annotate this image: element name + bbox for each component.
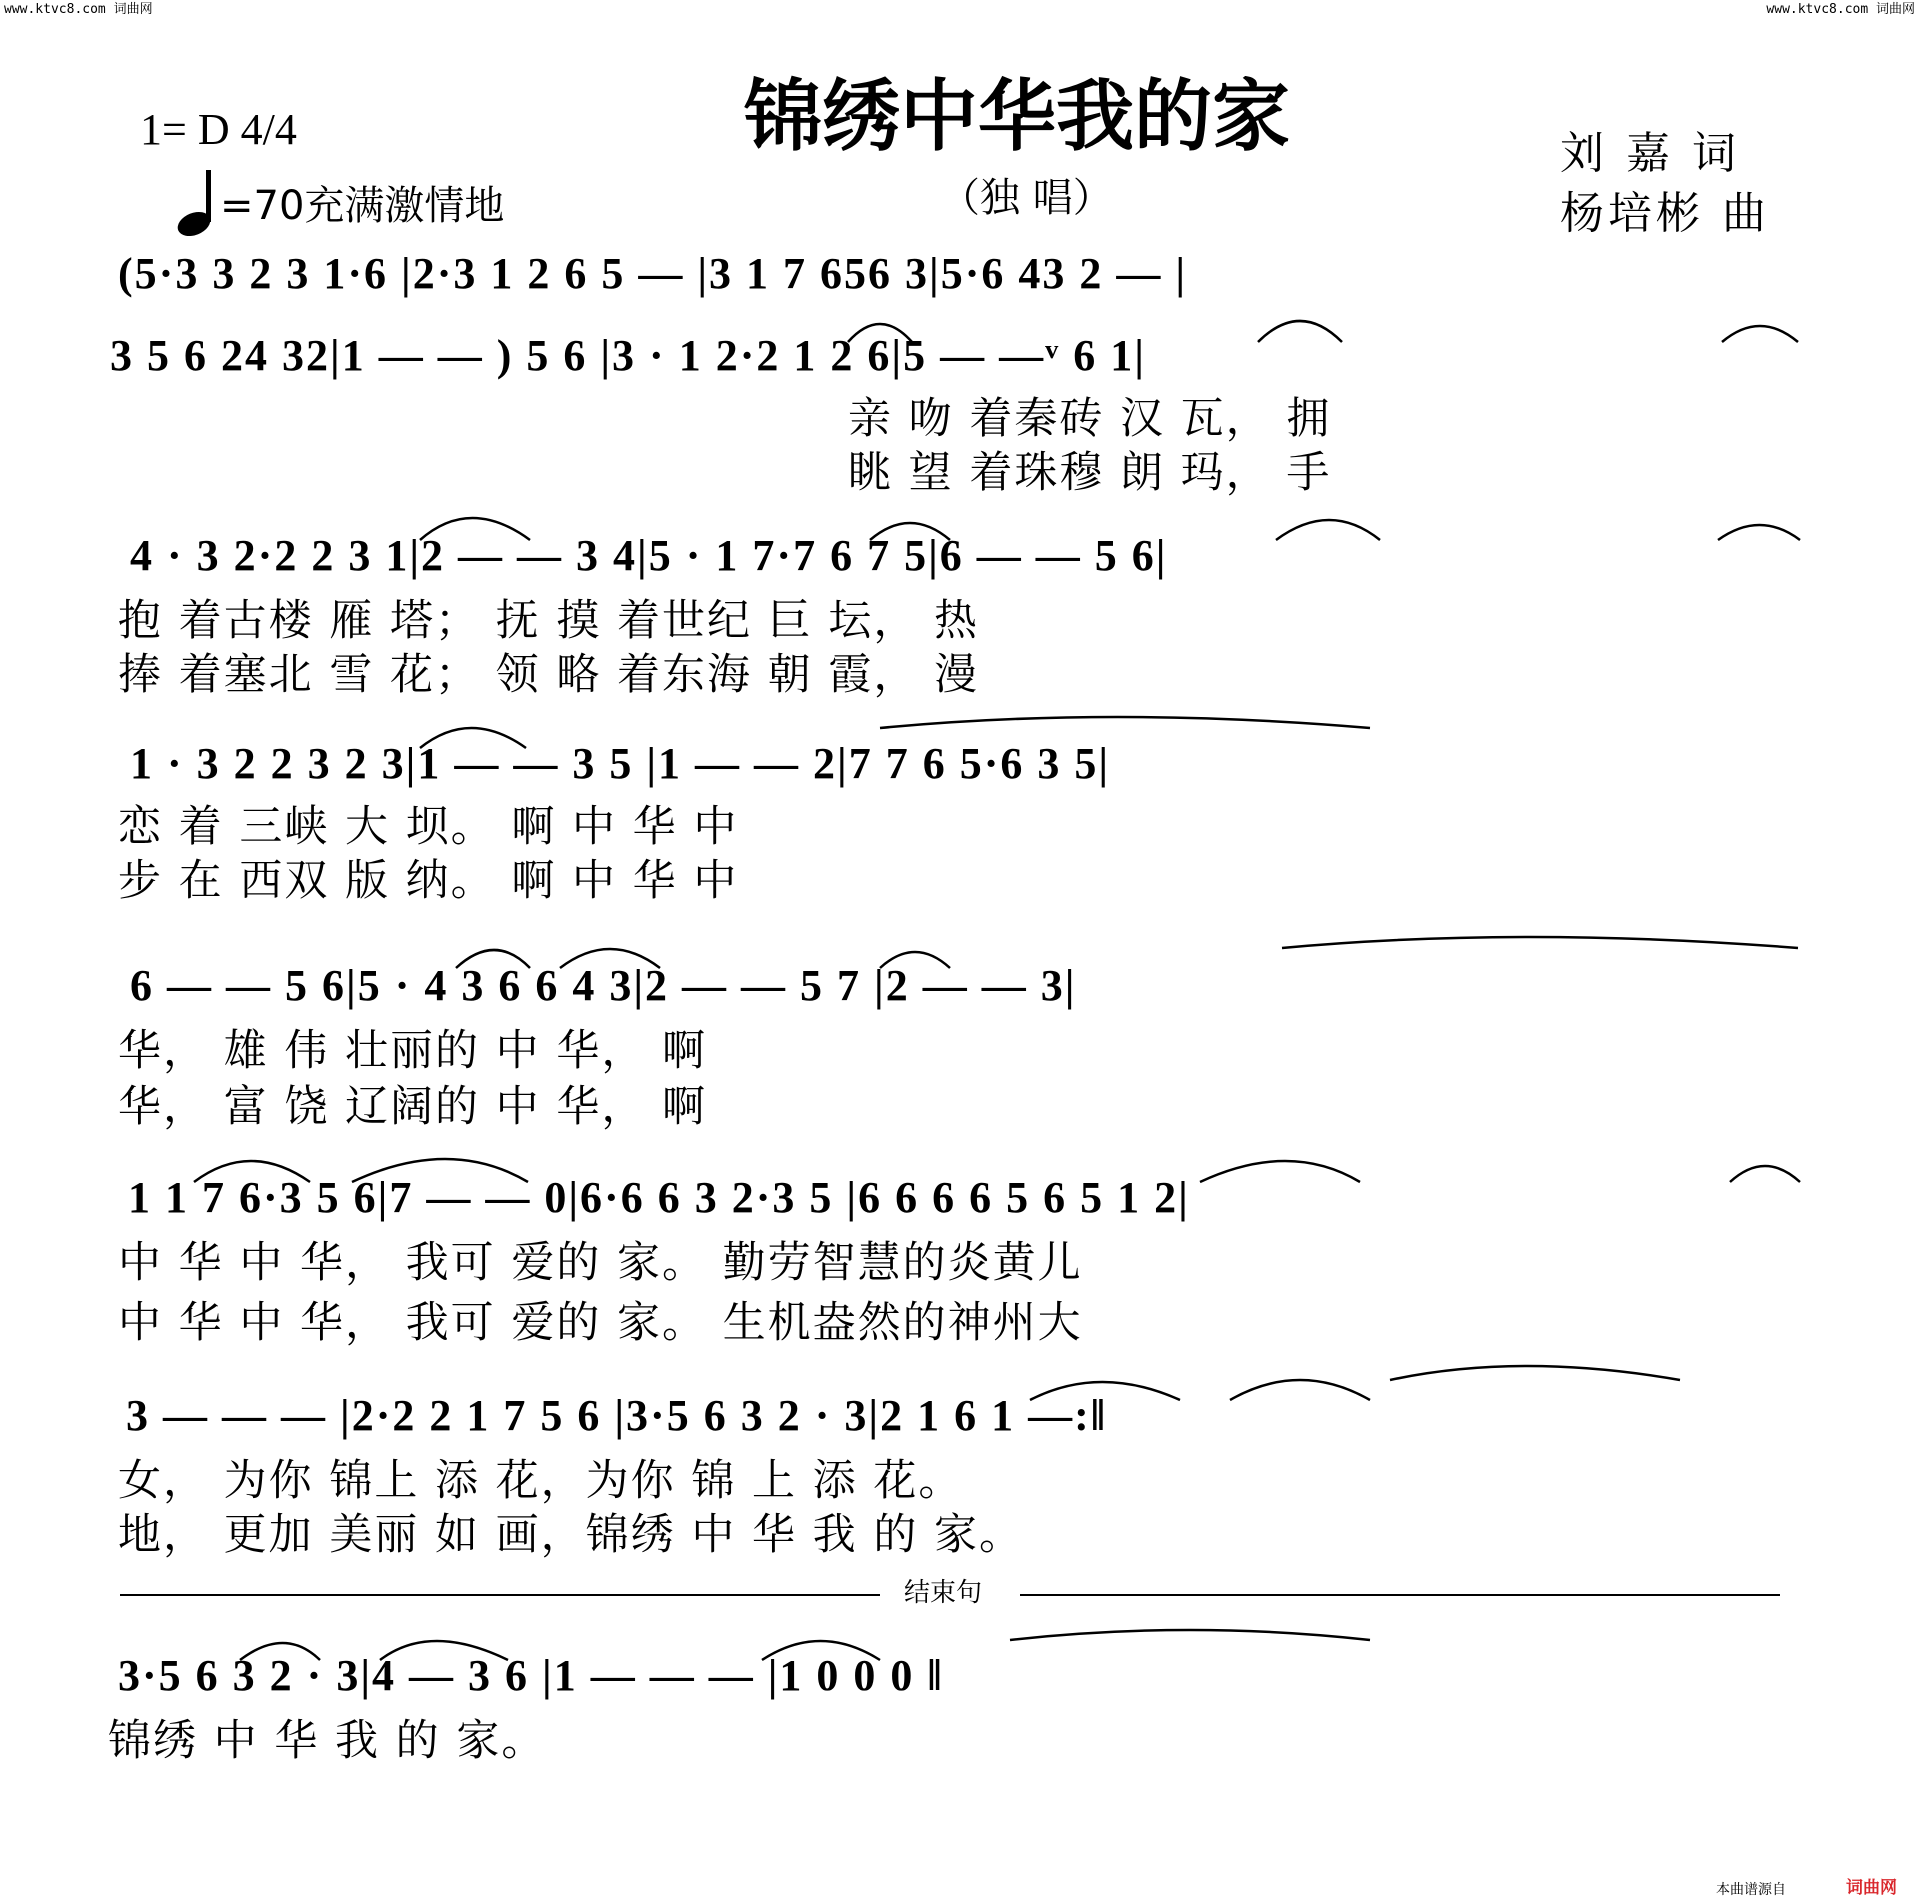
lyrics-row-2-verse-1: 亲 吻 着秦砖 汉 瓦， 拥 xyxy=(848,394,1332,444)
score-row-2: 3 5 6 24 32|1 — — ) 5 6 |3 · 1 2·2 1 2 6|5 — —ᵛ 6 1| xyxy=(110,331,1146,380)
lyrics-row-7-verse-2: 地， 更加 美丽 如 画，锦绣 中 华 我 的 家。 xyxy=(118,1510,1025,1560)
score-row-7: 3 — — — |2·2 2 1 7 5 6 |3·5 6 3 2 · 3|2 1 6 1 —:‖ xyxy=(126,1391,1108,1440)
lyrics-row-5-verse-2: 华， 富 饶 辽阔的 中 华， 啊 xyxy=(118,1082,708,1132)
lyrics-row-8: 锦绣 中 华 我 的 家。 xyxy=(108,1716,547,1766)
tempo-marking: =70充满激情地 xyxy=(220,183,505,229)
lyrics-row-4-verse-2: 步 在 西双 版 纳。 啊 中 华 中 xyxy=(118,856,739,906)
lyrics-row-7-verse-1: 女， 为你 锦上 添 花，为你 锦 上 添 花。 xyxy=(118,1456,964,1506)
footer-site-label[interactable]: 词曲网 xyxy=(1846,1878,1897,1898)
score-row-8: 3·5 6 3 2 · 3|4 — 3 6 |1 — — — |1 0 0 0 ‖ xyxy=(118,1651,944,1700)
lyrics-row-3-verse-2: 捧 着塞北 雪 花； 领 略 着东海 朝 霞， 漫 xyxy=(118,650,980,700)
key-signature: 1= D 4/4 xyxy=(140,105,297,154)
lyrics-row-2-verse-2: 眺 望 着珠穆 朗 玛， 手 xyxy=(848,448,1332,498)
song-subtitle: （独 唱） xyxy=(940,175,1113,221)
footer-source-label: 本曲谱源自 xyxy=(1716,1882,1786,1898)
lyrics-row-4-verse-1: 恋 着 三峡 大 坝。 啊 中 华 中 xyxy=(118,802,739,852)
lyrics-row-5-verse-1: 华， 雄 伟 壮丽的 中 华， 啊 xyxy=(118,1026,708,1076)
score-row-5: 6 — — 5 6|5 · 4 3 6 6 4 3|2 — — 5 7 |2 — — 3| xyxy=(130,961,1077,1010)
watermark-left: www.ktvc8.com 词曲网 xyxy=(4,2,153,17)
lyrics-row-6-verse-2: 中 华 中 华， 我可 爱的 家。 生机盎然的神州大 xyxy=(118,1298,1083,1348)
score-row-3: 4 · 3 2·2 2 3 1|2 — — 3 4|5 · 1 7·7 6 7 5|6 — — 5 6| xyxy=(130,531,1168,580)
lyrics-row-6-verse-1: 中 华 中 华， 我可 爱的 家。 勤劳智慧的炎黄儿 xyxy=(118,1238,1083,1288)
coda-label: 结束句 xyxy=(904,1578,983,1608)
watermark-right: www.ktvc8.com 词曲网 xyxy=(1766,2,1915,17)
score-row-6: 1 1 7 6·3 5 6|7 — — 0|6·6 6 3 2·3 5 |6 6 6 6 5 6 5 1 2| xyxy=(128,1173,1190,1222)
lyrics-row-3-verse-1: 抱 着古楼 雁 塔； 抚 摸 着世纪 巨 坛， 热 xyxy=(118,596,980,646)
composer-credit: 杨培彬 曲 xyxy=(1560,188,1770,239)
song-title: 锦绣中华我的家 xyxy=(744,71,1291,162)
score-row-1: (5·3 3 2 3 1·6 |2·3 1 2 6 5 — |3 1 7 656 3|5·6 43 2 — | xyxy=(118,249,1188,298)
lyricist-credit: 刘 嘉 词 xyxy=(1560,128,1740,179)
score-row-4: 1 · 3 2 2 3 2 3|1 — — 3 5 |1 — — 2|7 7 6 5·6 3 5| xyxy=(130,739,1111,788)
